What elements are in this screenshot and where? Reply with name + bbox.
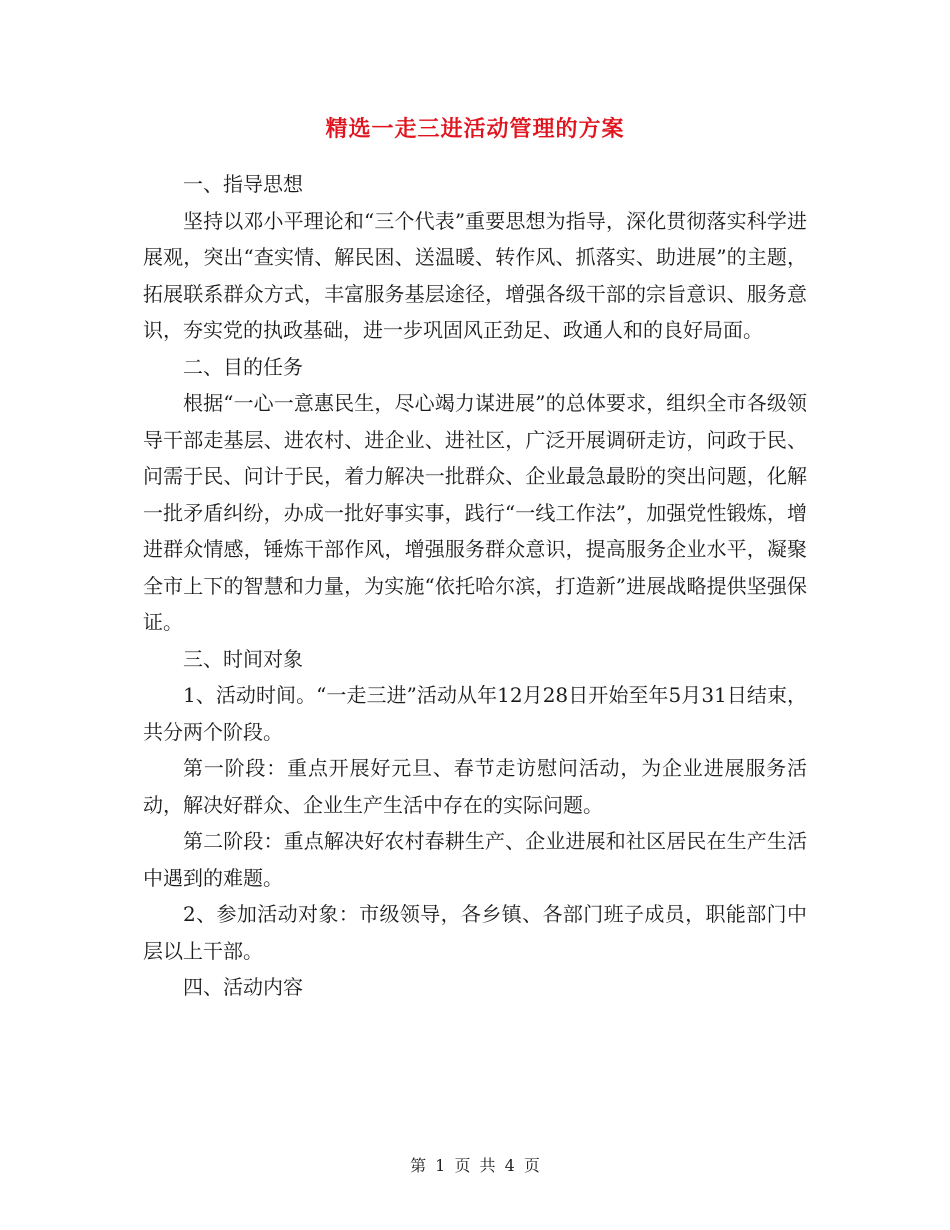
page-number-footer: 第 1 页 共 4 页 (410, 1156, 540, 1175)
document-body (143, 166, 807, 1006)
section-heading-2: 二、目的任务 (183, 354, 303, 379)
paragraph-participants: 2、参加活动对象：市级领导，各乡镇、各部门班子成员，职能部门中层以上干部。 (143, 902, 807, 963)
paragraph-objectives: 根据“一心一意惠民生，尽心竭力谋进展”的总体要求，组织全市各级领导干部走基层、进农村、进企业、进社区，广泛开展调研走访，问政于民、问需于民、问计于民，着力解决一批群众、企业最急最盼的突出问题，化解一批矛盾纠纷，办成一批好事实事，践行“一线工作法”，加强党性锻炼，增进群众情感，锤炼干部作风，增强服务群众意识，提高服务企业水平，凝聚全市上下的智慧和力量，为实施“依托哈尔滨，打造新”进展战略提供坚强保证。 (143, 391, 807, 634)
section-heading-1: 一、指导思想 (183, 172, 303, 196)
section-heading-4: 四、活动内容 (183, 975, 303, 999)
paragraph-phase-one: 第一阶段：重点开展好元旦、春节走访慰问活动，为企业进展服务活动，解决好群众、企业生产生活中存在的实际问题。 (143, 756, 807, 817)
section-heading-3: 三、时间对象 (183, 646, 303, 671)
document-title: 精选一走三进活动管理的方案 (325, 116, 625, 142)
paragraph-activity-time: 1、活动时间。“一走三进”活动从年12月28日开始至年5月31日结束，共分两个阶段。 (143, 683, 807, 744)
paragraph-guiding-thought: 坚持以邓小平理论和“三个代表”重要思想为指导，深化贯彻落实科学进展观，突出“查实情、解民困、送温暖、转作风、抓落实、助进展”的主题，拓展联系群众方式，丰富服务基层途径，增强各级干部的宗旨意识、服务意识，夯实党的执政基础，进一步巩固风正劲足、政通人和的良好局面。 (143, 208, 807, 342)
paragraph-phase-two: 第二阶段：重点解决好农村春耕生产、企业进展和社区居民在生产生活中遇到的难题。 (143, 829, 807, 890)
